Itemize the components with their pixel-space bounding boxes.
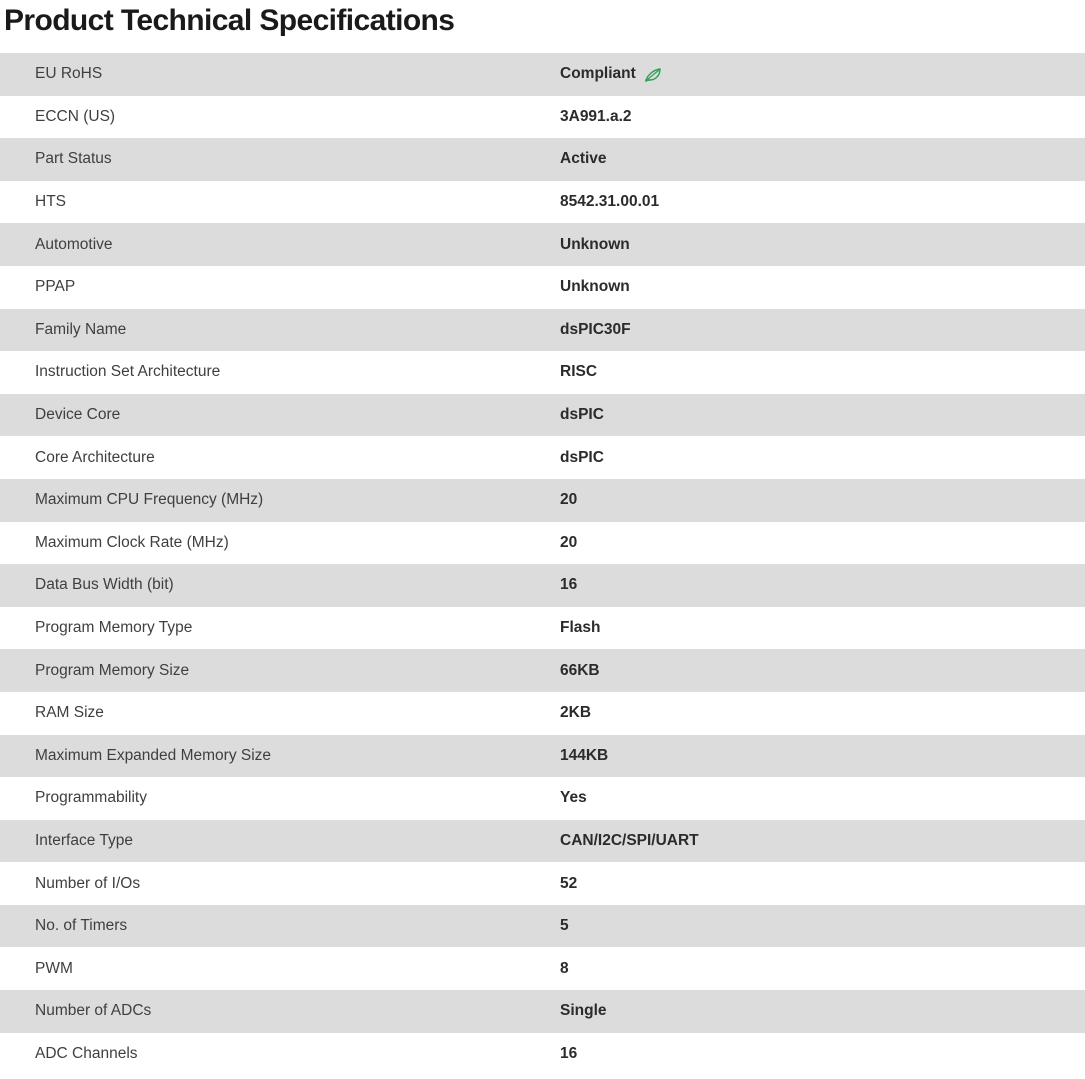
page-title: Product Technical Specifications — [4, 4, 455, 37]
spec-value: 20 — [560, 491, 578, 509]
spec-value: 16 — [560, 576, 578, 594]
spec-value: Unknown — [560, 235, 630, 253]
table-row — [0, 1033, 1085, 1076]
spec-name: HTS — [35, 193, 66, 211]
spec-name: Core Architecture — [35, 448, 155, 466]
spec-name: Instruction Set Architecture — [35, 363, 221, 381]
table-row — [0, 96, 1085, 139]
spec-value: RISC — [560, 363, 598, 381]
spec-name: Part Status — [35, 150, 112, 168]
spec-name: Maximum CPU Frequency (MHz) — [35, 491, 264, 509]
spec-value: dsPIC — [560, 406, 604, 424]
spec-name: Data Bus Width (bit) — [35, 576, 174, 594]
spec-name: EU RoHS — [35, 65, 103, 83]
spec-value: 144KB — [560, 746, 609, 764]
table-row — [0, 351, 1085, 394]
spec-name: Number of ADCs — [35, 1002, 152, 1020]
spec-name: ECCN (US) — [35, 107, 116, 125]
spec-value: Active — [560, 150, 607, 168]
spec-name: Device Core — [35, 406, 121, 424]
table-row — [0, 862, 1085, 905]
spec-name: Programmability — [35, 789, 147, 807]
value-wrapper — [560, 65, 662, 83]
table-row — [0, 479, 1085, 522]
table-row — [0, 777, 1085, 820]
specifications-table-body — [0, 53, 1085, 1075]
table-row — [0, 223, 1085, 266]
table-row — [0, 990, 1085, 1033]
spec-value: Flash — [560, 619, 601, 637]
spec-value: 3A991.a.2 — [560, 107, 632, 125]
spec-value: 5 — [560, 917, 569, 935]
table-row — [0, 266, 1085, 309]
spec-name: Interface Type — [35, 831, 133, 849]
spec-value: CAN/I2C/SPI/UART — [560, 831, 699, 849]
table-row — [0, 436, 1085, 479]
leaf-icon — [644, 67, 662, 83]
spec-value: 20 — [560, 533, 578, 551]
table-row — [0, 564, 1085, 607]
spec-name: No. of Timers — [35, 917, 128, 935]
spec-name: PPAP — [35, 278, 76, 296]
table-row — [0, 905, 1085, 948]
spec-value: 8 — [560, 959, 569, 977]
table-row — [0, 735, 1085, 778]
spec-name: ADC Channels — [35, 1044, 138, 1062]
spec-name: Maximum Clock Rate (MHz) — [35, 533, 229, 551]
table-row — [0, 394, 1085, 437]
spec-value: Unknown — [560, 278, 630, 296]
table-row — [0, 607, 1085, 650]
spec-value: 16 — [560, 1044, 578, 1062]
table-row — [0, 309, 1085, 352]
table-row — [0, 138, 1085, 181]
spec-name: PWM — [35, 959, 73, 977]
table-row — [0, 692, 1085, 735]
table-row — [0, 820, 1085, 863]
spec-name: Program Memory Type — [35, 619, 193, 637]
spec-value: 8542.31.00.01 — [560, 193, 660, 211]
spec-value-text: Compliant — [560, 65, 636, 83]
spec-value: Yes — [560, 789, 587, 807]
table-row — [0, 649, 1085, 692]
spec-name: Program Memory Size — [35, 661, 190, 679]
spec-name: Automotive — [35, 235, 113, 253]
spec-value: dsPIC — [560, 448, 604, 466]
table-row — [0, 53, 1085, 96]
spec-value: dsPIC30F — [560, 320, 631, 338]
table-row — [0, 181, 1085, 224]
spec-value: 52 — [560, 874, 578, 892]
specifications-table — [0, 53, 1085, 1075]
spec-name: Number of I/Os — [35, 874, 141, 892]
spec-name: RAM Size — [35, 704, 104, 722]
table-row — [0, 522, 1085, 565]
spec-value: 66KB — [560, 661, 600, 679]
spec-value: 2KB — [560, 704, 592, 722]
table-row — [0, 947, 1085, 990]
spec-name: Maximum Expanded Memory Size — [35, 746, 272, 764]
spec-value: Single — [560, 1002, 607, 1020]
spec-value — [530, 53, 1085, 96]
spec-name: Family Name — [35, 320, 127, 338]
